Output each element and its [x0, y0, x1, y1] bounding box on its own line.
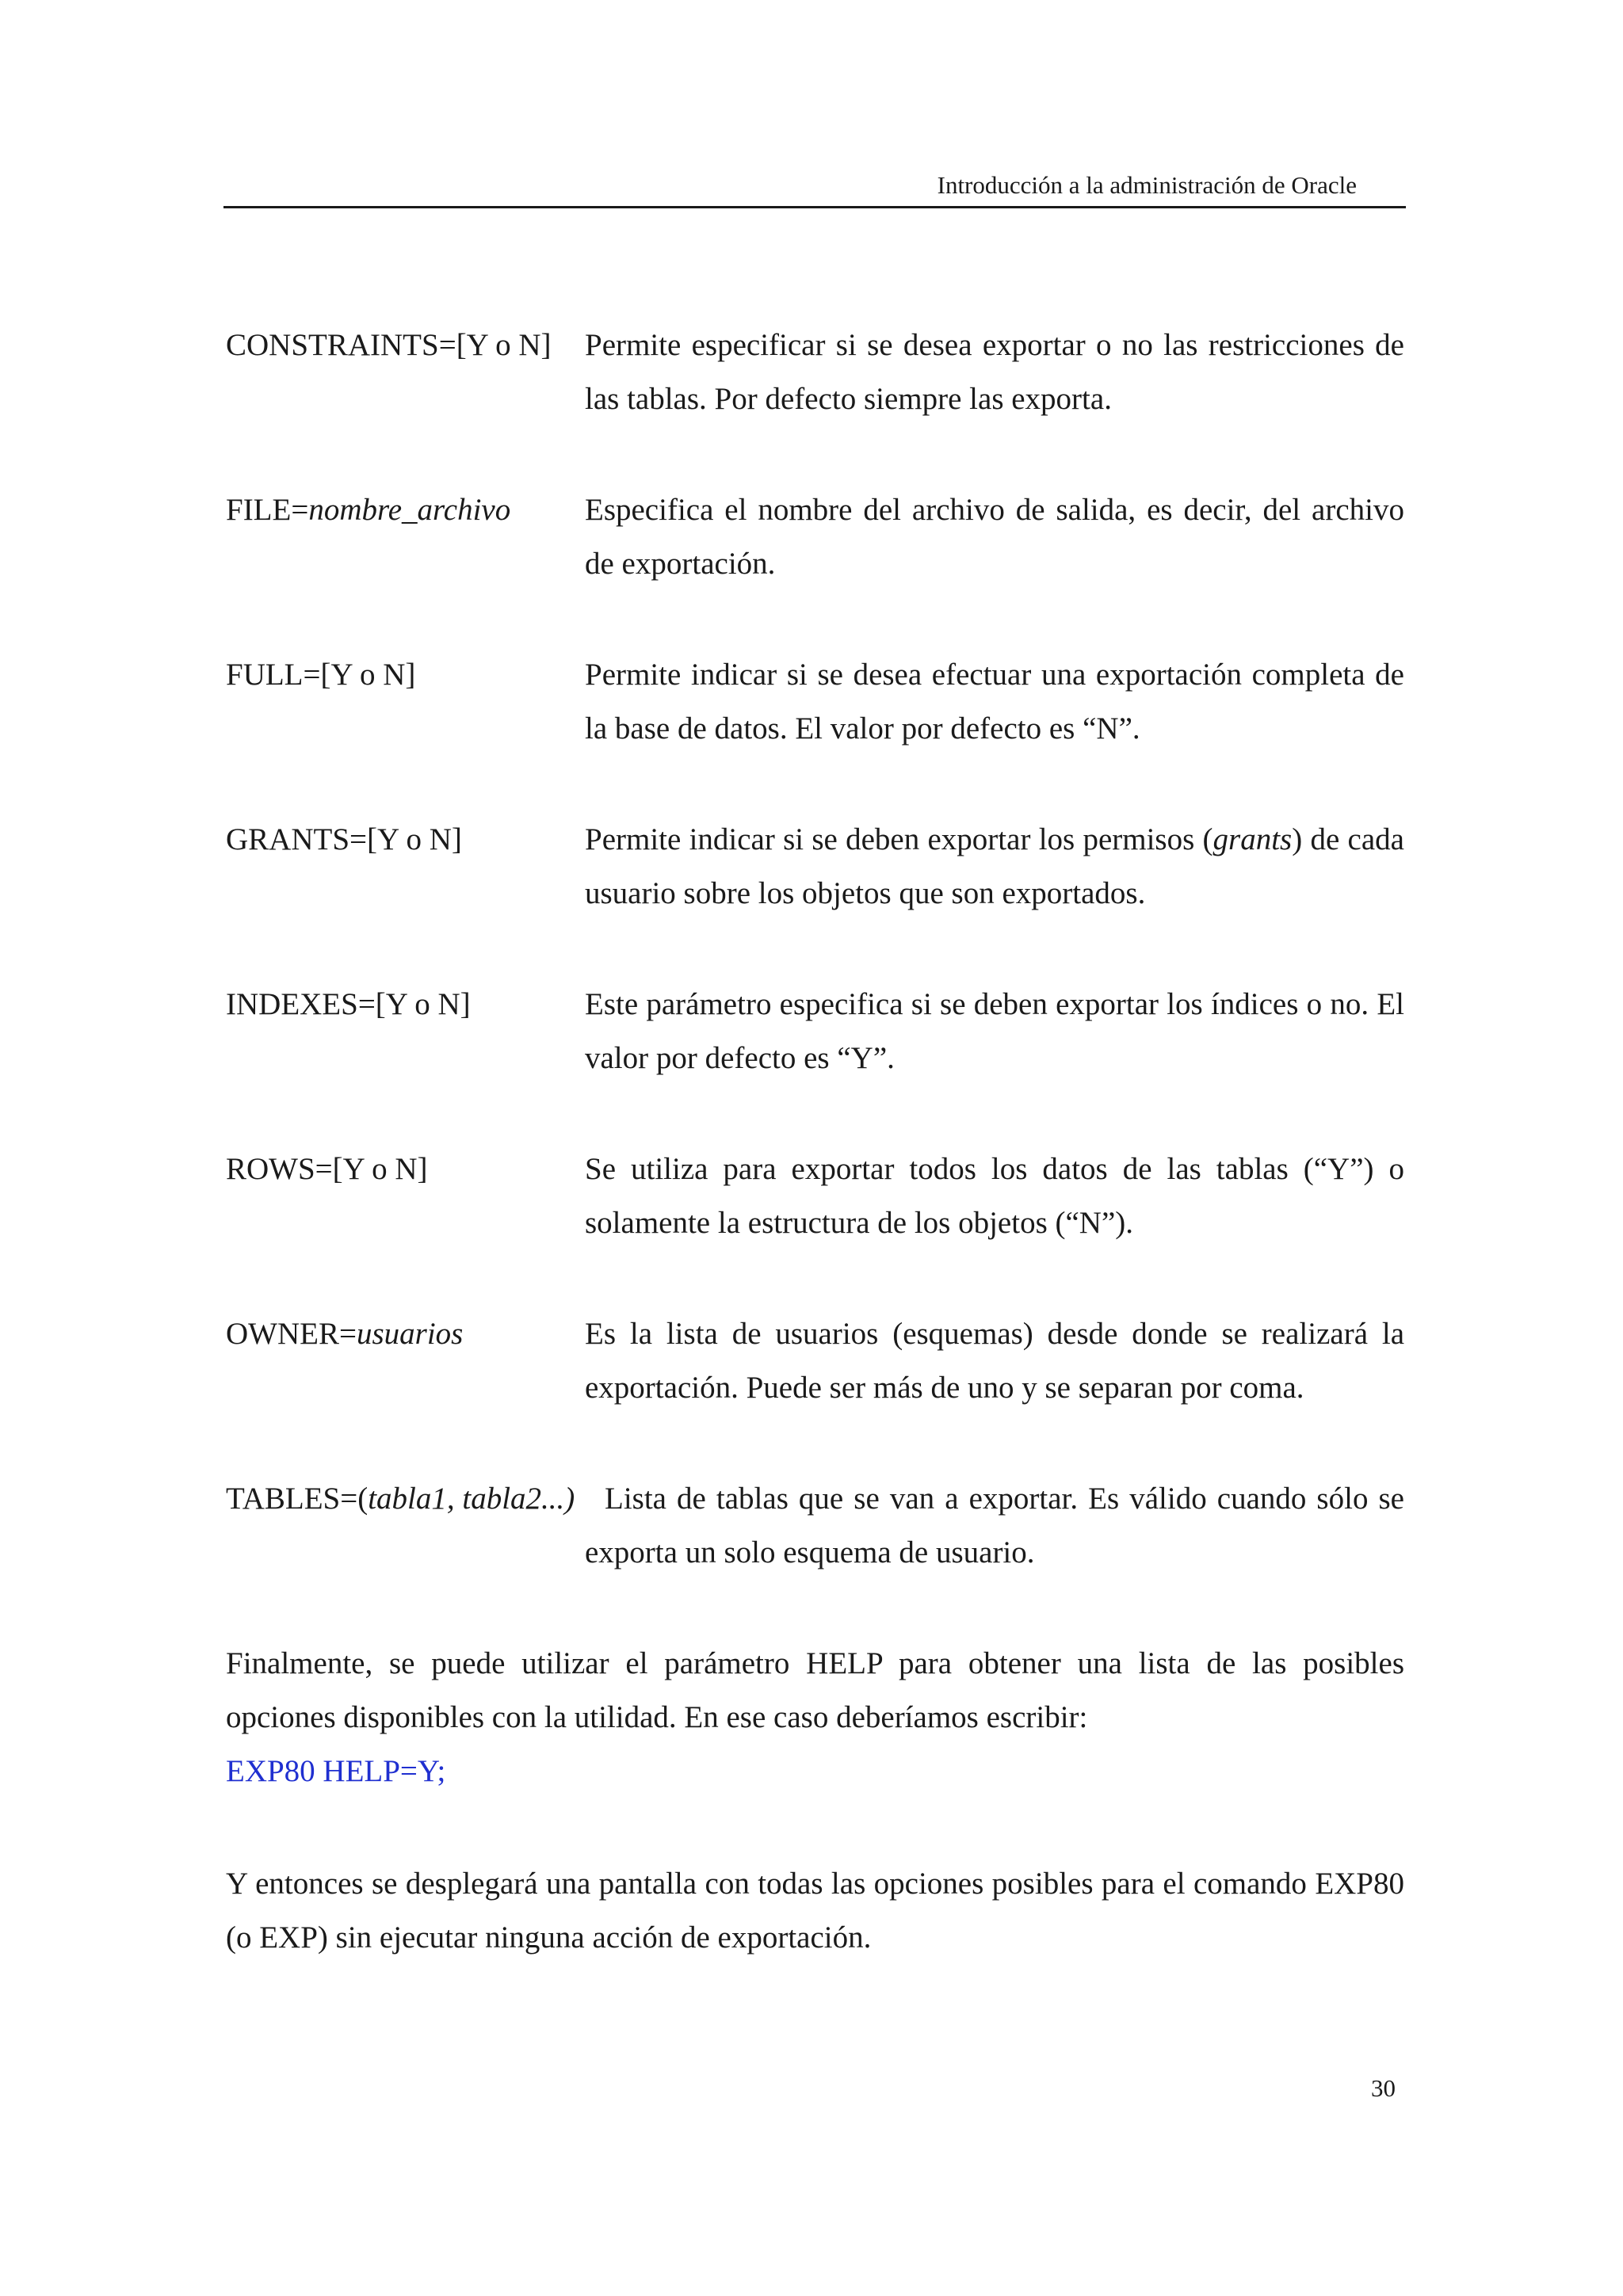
- param-description: Permite especificar si se desea exportar o no las restricciones de las tablas. Por defecto siempre las exporta.: [585, 328, 1404, 416]
- param-name: ROWS=[Y o N]: [226, 1152, 428, 1186]
- param-description: Permite indicar si se deben exportar los permisos (grants) de cada usuario sobre los objetos que son exportados.: [585, 822, 1404, 910]
- param-description: Permite indicar si se desea efectuar una exportación completa de la base de datos. El valor por defecto es “N”.: [585, 658, 1404, 746]
- page-header: [223, 170, 1406, 208]
- header-title: Introducción a la administración de Oracle: [937, 171, 1357, 199]
- param-name: TABLES=(tabla1, tabla2...): [226, 1482, 575, 1516]
- param-description-italic: grants: [1212, 822, 1293, 856]
- param-name: CONSTRAINTS=[Y o N]: [226, 328, 552, 362]
- param-name: GRANTS=[Y o N]: [226, 822, 462, 856]
- param-name-italic: nombre_archivo: [308, 493, 511, 527]
- param-name: INDEXES=[Y o N]: [226, 987, 471, 1021]
- param-description: Especifica el nombre del archivo de salida, es decir, del archivo de exportación.: [585, 493, 1404, 581]
- param-name: FILE=nombre_archivo: [226, 493, 511, 527]
- param-name: FULL=[Y o N]: [226, 658, 416, 692]
- param-name-italic: tabla1, tabla2...): [368, 1482, 575, 1516]
- param-name: OWNER=usuarios: [226, 1317, 464, 1351]
- param-description-line1: Lista de tablas que se van a exportar. Es válido cuando sólo se: [605, 1482, 1404, 1516]
- help-paragraph: Finalmente, se puede utilizar el parámetro HELP para obtener una lista de las posibles opciones disponibles con la utilidad. En ese caso deberíamos escribir:: [226, 1646, 1404, 1734]
- param-description: Es la lista de usuarios (esquemas) desde donde se realizará la exportación. Puede ser más de uno y se separan por coma.: [585, 1317, 1404, 1405]
- param-name-italic: usuarios: [356, 1317, 464, 1351]
- param-description-line2: exporta un solo esquema de usuario.: [585, 1535, 1035, 1569]
- param-tables: [226, 1472, 1404, 1580]
- page-number: 30: [1371, 2074, 1396, 2102]
- closing-paragraph: Y entonces se desplegará una pantalla con todas las opciones posibles para el comando EXP80 (o EXP) sin ejecutar ninguna acción de exportación.: [226, 1867, 1404, 1955]
- help-command: EXP80 HELP=Y;: [226, 1754, 446, 1788]
- param-description: Este parámetro especifica si se deben exportar los índices o no. El valor por defecto es “Y”.: [585, 987, 1404, 1075]
- param-description: Se utiliza para exportar todos los datos de las tablas (“Y”) o solamente la estructura de los objetos (“N”).: [585, 1152, 1404, 1240]
